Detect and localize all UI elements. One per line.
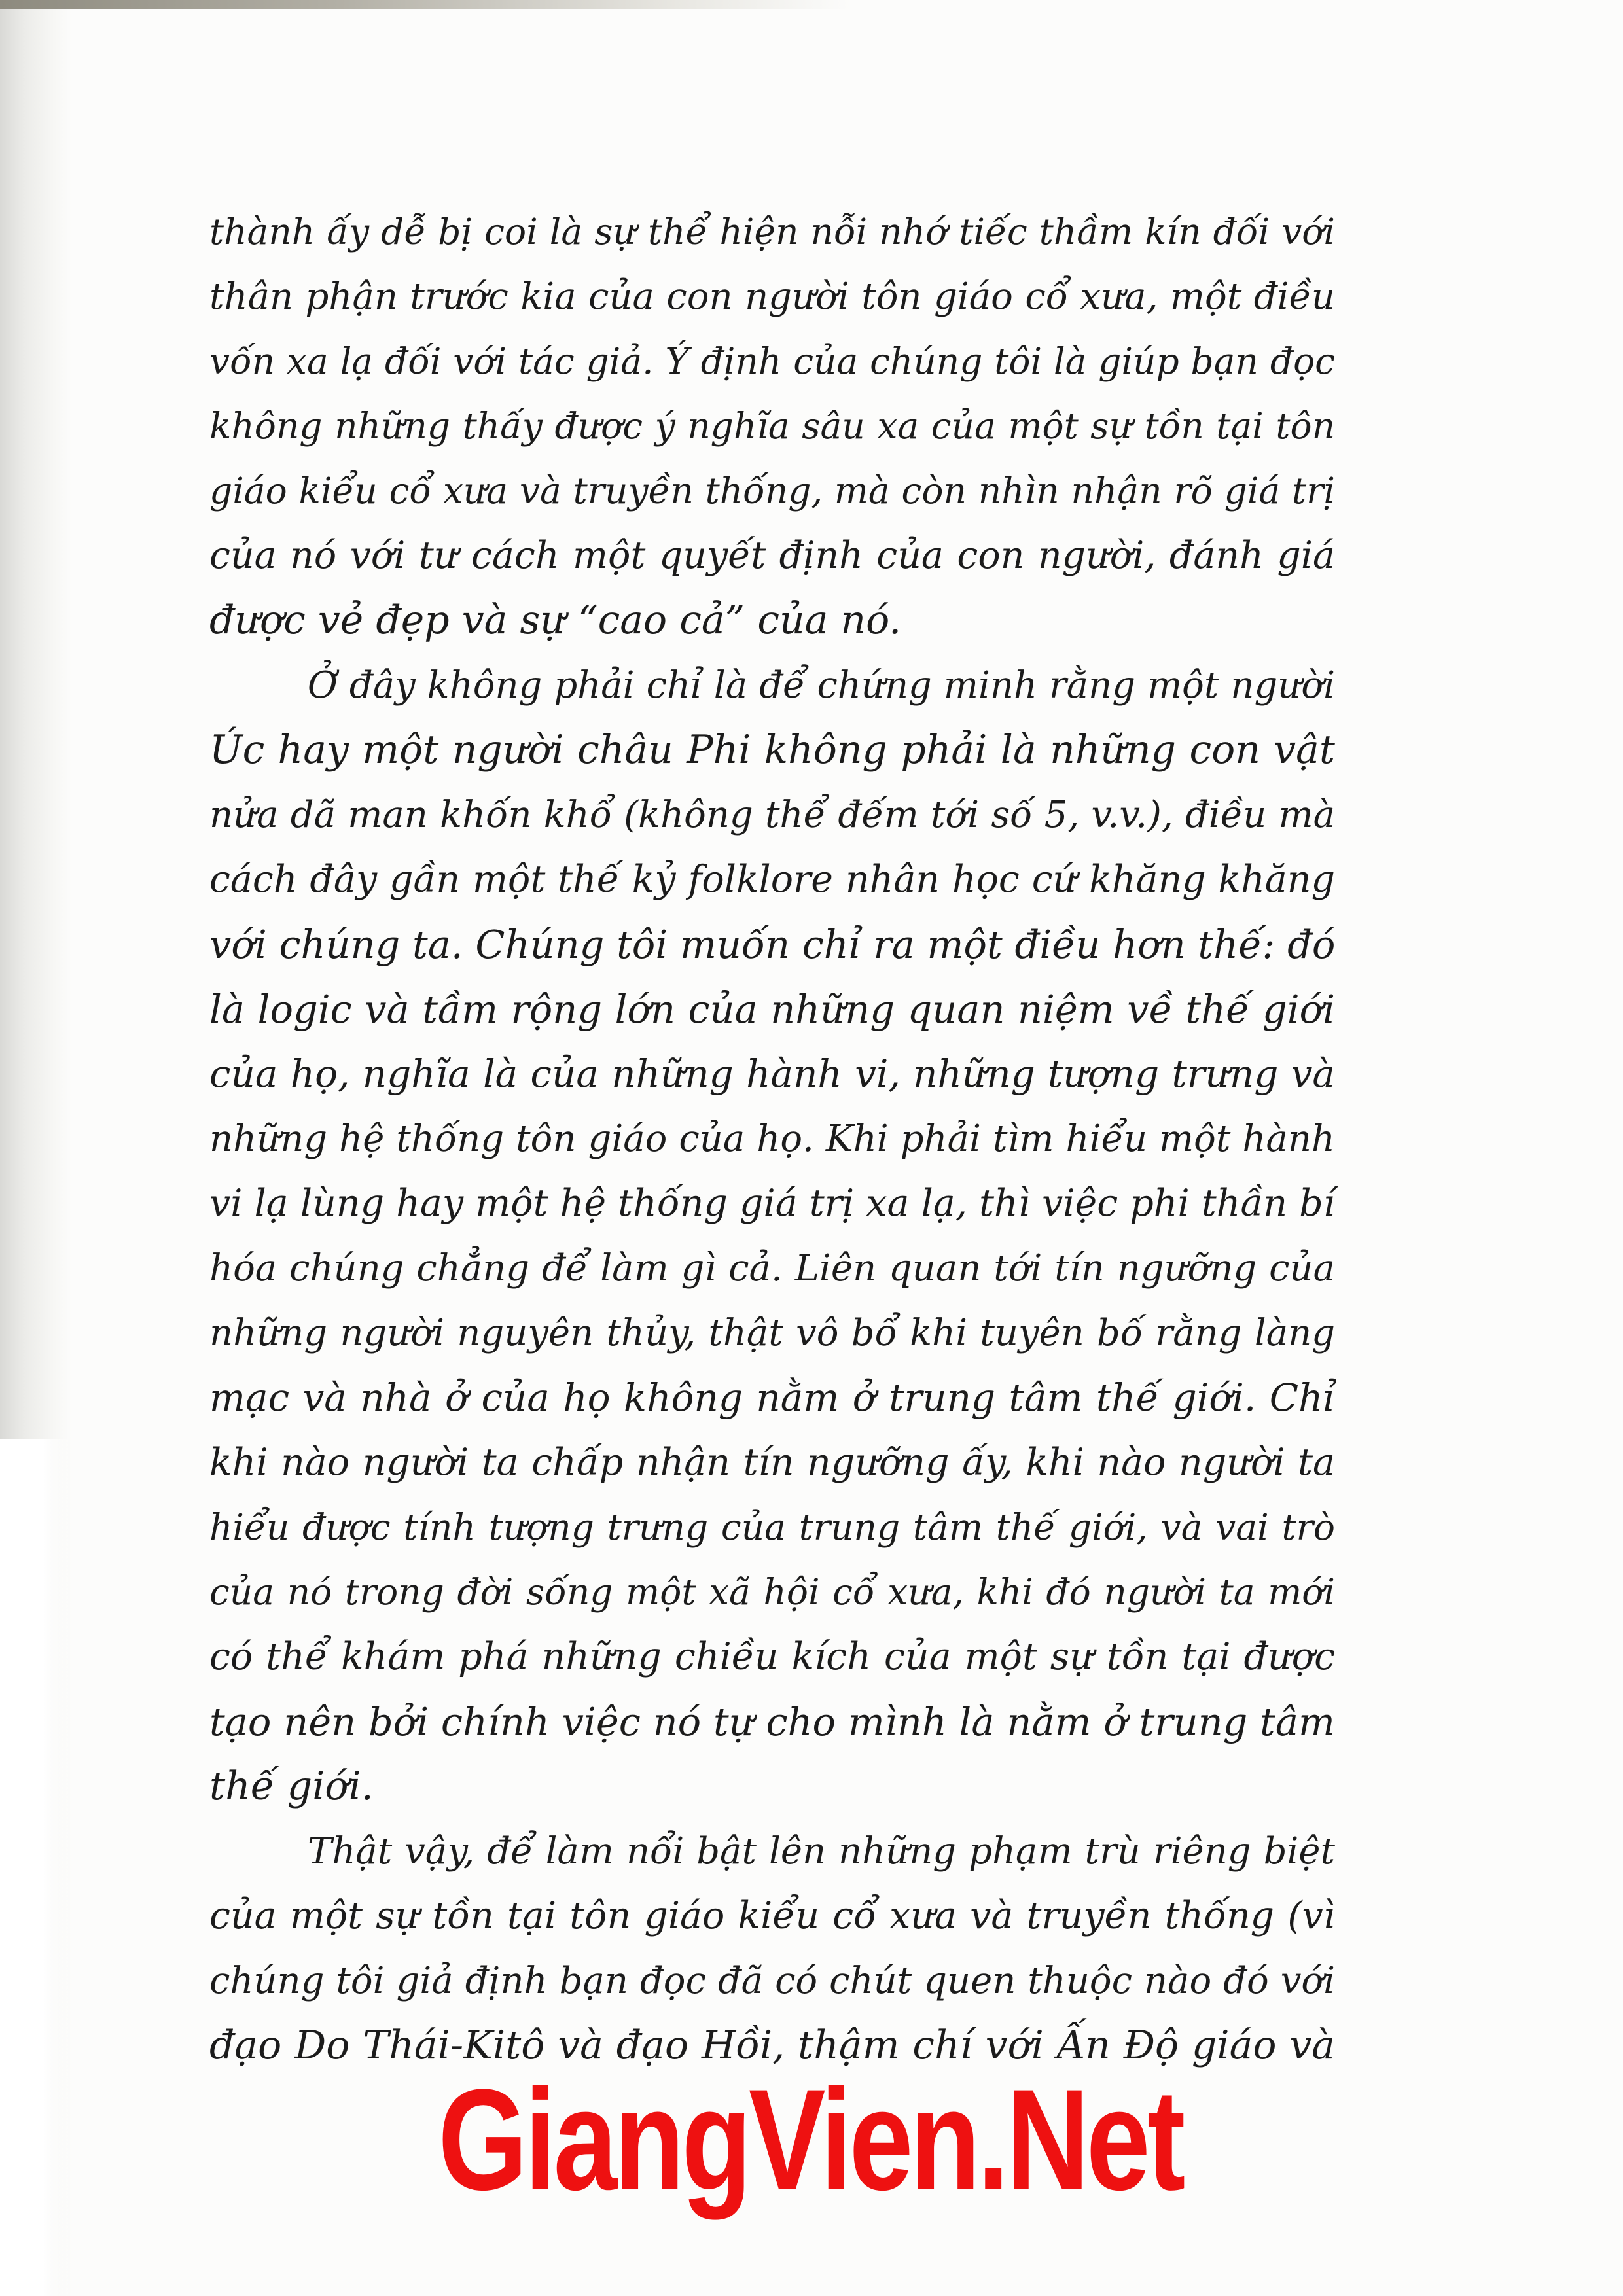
- text-line: vi lạ lùng hay một hệ thống giá trị xa lạ, thì việc phi thần bí: [209, 1182, 1335, 1225]
- text-line: không những thấy được ý nghĩa sâu xa của một sự tồn tại tôn: [209, 405, 1335, 447]
- text-line: cách đây gần một thế kỷ folklore nhân học cứ khăng khăng: [209, 858, 1335, 901]
- text-line: với chúng ta. Chúng tôi muốn chỉ ra một điều hơn thế: đó: [209, 922, 1336, 967]
- text-line: của một sự tồn tại tôn giáo kiểu cổ xưa và truyền thống (vì: [209, 1894, 1335, 1937]
- paragraph-2: [209, 653, 1335, 1819]
- text-line: những hệ thống tôn giáo của họ. Khi phải tìm hiểu một hành: [209, 1118, 1335, 1160]
- text-line: giáo kiểu cổ xưa và truyền thống, mà còn nhìn nhận rõ giá trị: [209, 470, 1335, 512]
- text-line: chúng tôi giả định bạn đọc đã có chút quen thuộc nào đó với: [209, 1960, 1335, 2002]
- text-line: mạc và nhà ở của họ không nằm ở trung tâm thế giới. Chỉ: [209, 1375, 1335, 1420]
- text-line: khi nào người ta chấp nhận tín ngưỡng ấy, khi nào người ta: [209, 1441, 1335, 1484]
- text-line: là logic và tầm rộng lớn của những quan niệm về thế giới: [209, 987, 1335, 1032]
- text-line: nửa dã man khốn khổ (không thể đếm tới số 5, v.v.), điều mà: [209, 794, 1335, 836]
- text-line: thân phận trước kia của con người tôn giáo cổ xưa, một điều: [209, 275, 1335, 318]
- watermark-text: GiangVien.Net: [438, 2059, 1183, 2220]
- text-line: của họ, nghĩa là của những hành vi, những tượng trưng và: [209, 1051, 1335, 1096]
- text-line: của nó trong đời sống một xã hội cổ xưa, khi đó người ta mới: [209, 1571, 1335, 1613]
- text-line: tạo nên bởi chính việc nó tự cho mình là nằm ở trung tâm: [209, 1699, 1335, 1744]
- text-line: thành ấy dễ bị coi là sự thể hiện nỗi nhớ tiếc thầm kín đối với: [209, 211, 1335, 253]
- text-line: những người nguyên thủy, thật vô bổ khi tuyên bố rằng làng: [209, 1312, 1335, 1354]
- text-line: có thể khám phá những chiều kích của một sự tồn tại được: [209, 1635, 1335, 1678]
- text-line: thế giới.: [209, 1763, 374, 1809]
- text-line: của nó với tư cách một quyết định của con người, đánh giá: [209, 534, 1335, 577]
- text-line: vốn xa lạ đối với tác giả. Ý định của chúng tôi là giúp bạn đọc: [209, 340, 1335, 382]
- text-line: được vẻ đẹp và sự “cao cả” của nó.: [209, 597, 902, 643]
- body-text: [209, 200, 1335, 2078]
- text-line: Ở đây không phải chỉ là để chứng minh rằng một người: [308, 664, 1335, 707]
- page-spine-highlight: [0, 1439, 72, 2296]
- text-line: hóa chúng chẳng để làm gì cả. Liên quan tới tín ngưỡng của: [209, 1247, 1335, 1290]
- paragraph-3: [209, 1819, 1335, 2078]
- paragraph-1: [209, 200, 1335, 653]
- text-line: Úc hay một người châu Phi không phải là những con vật: [209, 727, 1335, 773]
- text-line: đạo Do Thái-Kitô và đạo Hồi, thậm chí với Ấn Độ giáo và: [209, 2022, 1335, 2068]
- text-line: hiểu được tính tượng trưng của trung tâm thế giới, và vai trò: [209, 1506, 1335, 1548]
- page-top-edge: [0, 0, 851, 9]
- text-line: Thật vậy, để làm nổi bật lên những phạm trù riêng biệt: [308, 1830, 1335, 1873]
